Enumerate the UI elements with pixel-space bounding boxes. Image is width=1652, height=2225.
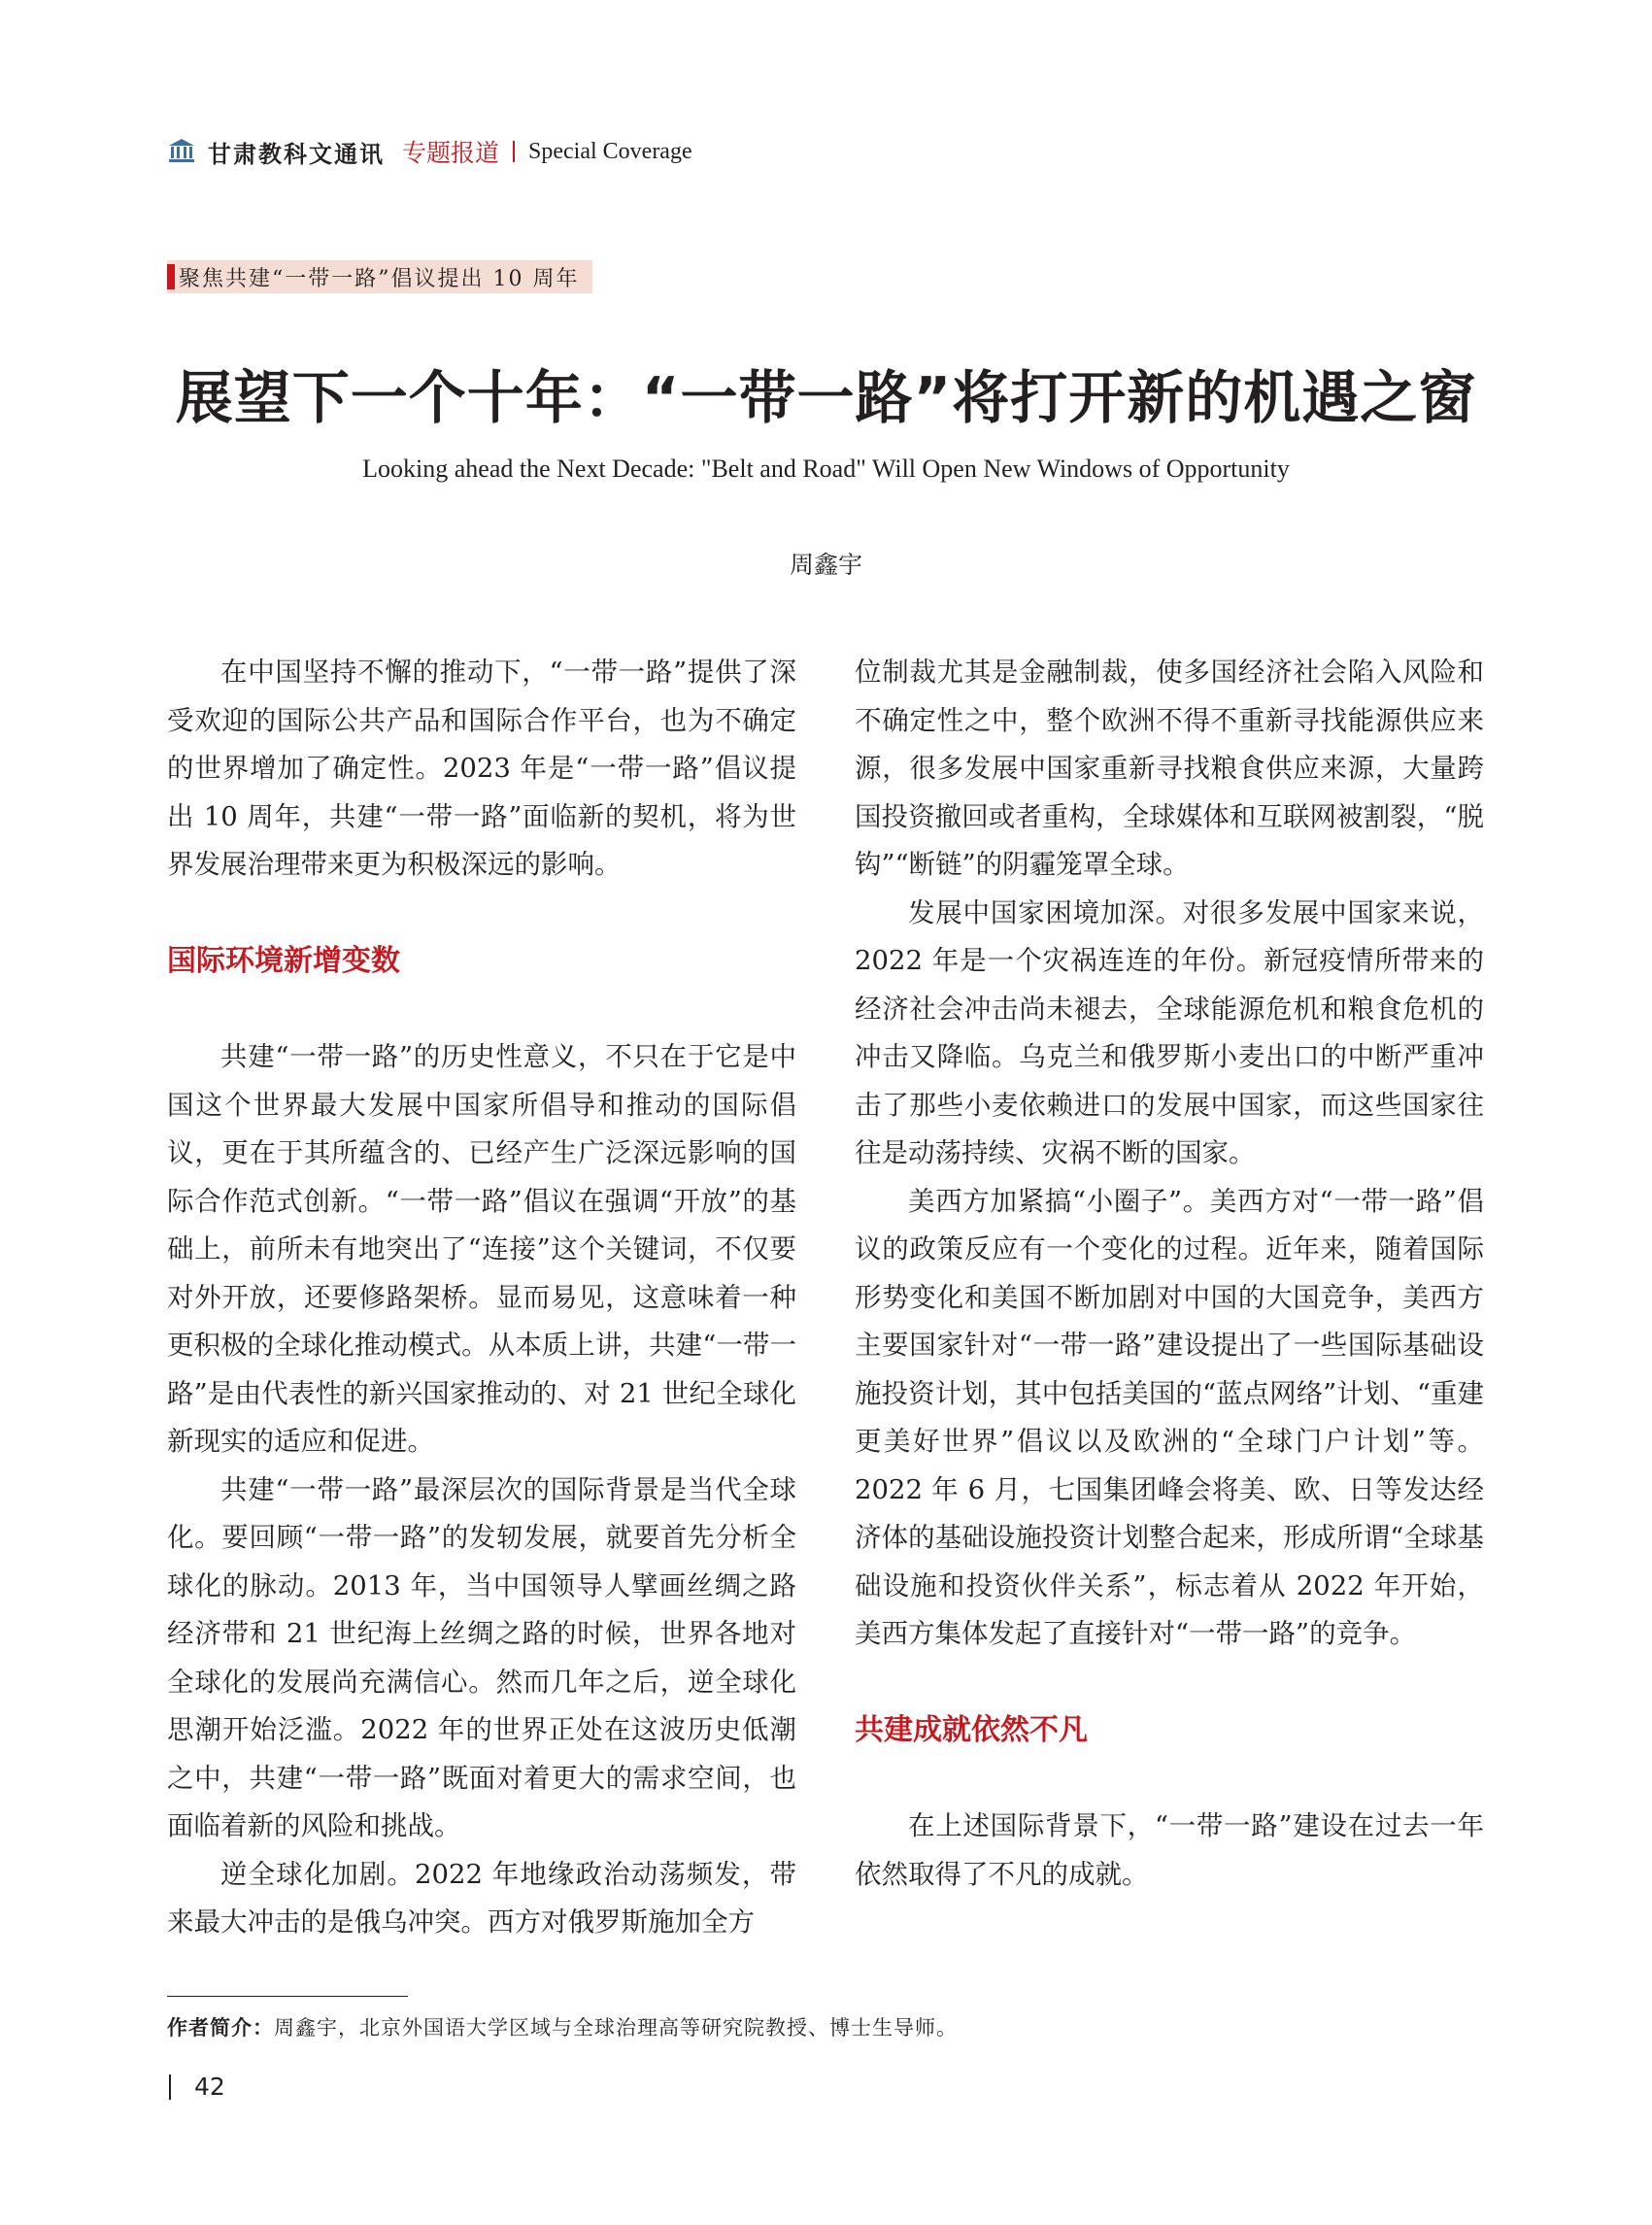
article-subtitle: Looking ahead the Next Decade: "Belt and Road" Will Open New Windows of Opportunity xyxy=(362,455,1290,483)
section-heading: 国际环境新增变数 xyxy=(167,944,400,978)
footnote-divider xyxy=(167,1996,408,1997)
section-name-cn: 专题报道 xyxy=(402,139,500,167)
body-paragraph: 在上述国际背景下，“一带一路”建设在过去一年依然取得了不凡的成就。 xyxy=(855,1810,1484,1890)
section-heading: 共建成就依然不凡 xyxy=(855,1713,1088,1747)
body-paragraph: 共建“一带一路”最深层次的国际背景是当代全球化。要回顾“一带一路”的发轫发展，就要首先分析全球化的脉动。2013 年，当中国领导人擘画丝绸之路经济带和 21 世纪海上丝绸之路的时候，世界各地对全球化的发展尚充满信心。然而几年之后，逆全球化思潮开始泛滥。2022 年的世界正处在这波历史低潮之中，共建“一带一路”既面对着更大的需求空间，也面临着新的风险和挑战。 xyxy=(167,1473,796,1841)
right-column xyxy=(855,649,1484,1899)
page-number-bar xyxy=(169,2074,171,2100)
topic-tag-text: 聚焦共建“一带一路”倡议提出 10 周年 xyxy=(179,266,580,291)
article-title: 展望下一个十年：“一带一路”将打开新的机遇之窗 xyxy=(175,364,1477,431)
footnote-text: 周鑫宇，北京外国语大学区域与全球治理高等研究院教授、博士生导师。 xyxy=(274,2016,958,2040)
body-paragraph: 美西方加紧搞“小圈子”。美西方对“一带一路”倡议的政策反应有一个变化的过程。近年来，随着国际形势变化和美国不断加剧对中国的大国竞争，美西方主要国家针对“一带一路”建设提出了一些国际基础设施投资计划，其中包括美国的“蓝点网络”计划、“重建更美好世界”倡议以及欧洲的“全球门户计划”等。2022 年 6 月，七国集团峰会将美、欧、日等发达经济体的基础设施投资计划整合起来，形成所谓“全球基础设施和投资伙伴关系”，标志着从 2022 年开始，美西方集体发起了直接针对“一带一路”的竞争。 xyxy=(855,1185,1484,1649)
body-paragraph: 发展中国家困境加深。对很多发展中国家来说，2022 年是一个灾祸连连的年份。新冠疫情所带来的经济社会冲击尚未褪去，全球能源危机和粮食危机的冲击又降临。乌克兰和俄罗斯小麦出口的中断严重冲击了那些小麦依赖进口的发展中国家，而这些国家往往是动荡持续、灾祸不断的国家。 xyxy=(855,896,1484,1168)
section-divider xyxy=(513,141,515,162)
page-number: 42 xyxy=(194,2073,225,2101)
author-footnote xyxy=(167,2012,958,2041)
footnote-label: 作者简介： xyxy=(167,2016,274,2040)
magazine-name: 甘肃教科文通讯 xyxy=(208,139,385,168)
left-column xyxy=(167,649,796,1947)
topic-tag xyxy=(167,260,592,293)
intro-paragraph: 在中国坚持不懈的推动下，“一带一路”提供了深受欢迎的国际公共产品和国际合作平台，也为不确定的世界增加了确定性。2023 年是“一带一路”倡议提出 10 周年，共建“一带一路”面临新的契机，将为世界发展治理带来更为积极深远的影响。 xyxy=(167,657,796,880)
body-paragraph: 逆全球化加剧。2022 年地缘政治动荡频发，带来最大冲击的是俄乌冲突。西方对俄罗斯施加全方 xyxy=(167,1858,796,1938)
tag-marker xyxy=(167,264,175,289)
article-author: 周鑫宇 xyxy=(789,551,862,579)
body-paragraph-continued: 位制裁尤其是金融制裁，使多国经济社会陷入风险和不确定性之中，整个欧洲不得不重新寻找能源供应来源，很多发展中国家重新寻找粮食供应来源，大量跨国投资撤回或者重构，全球媒体和互联网被割裂，“脱钩”“断链”的阴霾笼罩全球。 xyxy=(855,657,1484,880)
section-name-en: Special Coverage xyxy=(528,138,692,164)
page-header xyxy=(167,132,692,171)
body-paragraph: 共建“一带一路”的历史性意义，不只在于它是中国这个世界最大发展中国家所倡导和推动的国际倡议，更在于其所蕴含的、已经产生广泛深远影响的国际合作范式创新。“一带一路”倡议在强调“开放”的基础上，前所未有地突出了“连接”这个关键词，不仅要对外开放，还要修路架桥。显而易见，这意味着一种更积极的全球化推动模式。从本质上讲，共建“一带一路”是由代表性的新兴国家推动的、对 21 世纪全球化新现实的适应和促进。 xyxy=(167,1041,796,1457)
magazine-logo-icon xyxy=(167,137,196,166)
